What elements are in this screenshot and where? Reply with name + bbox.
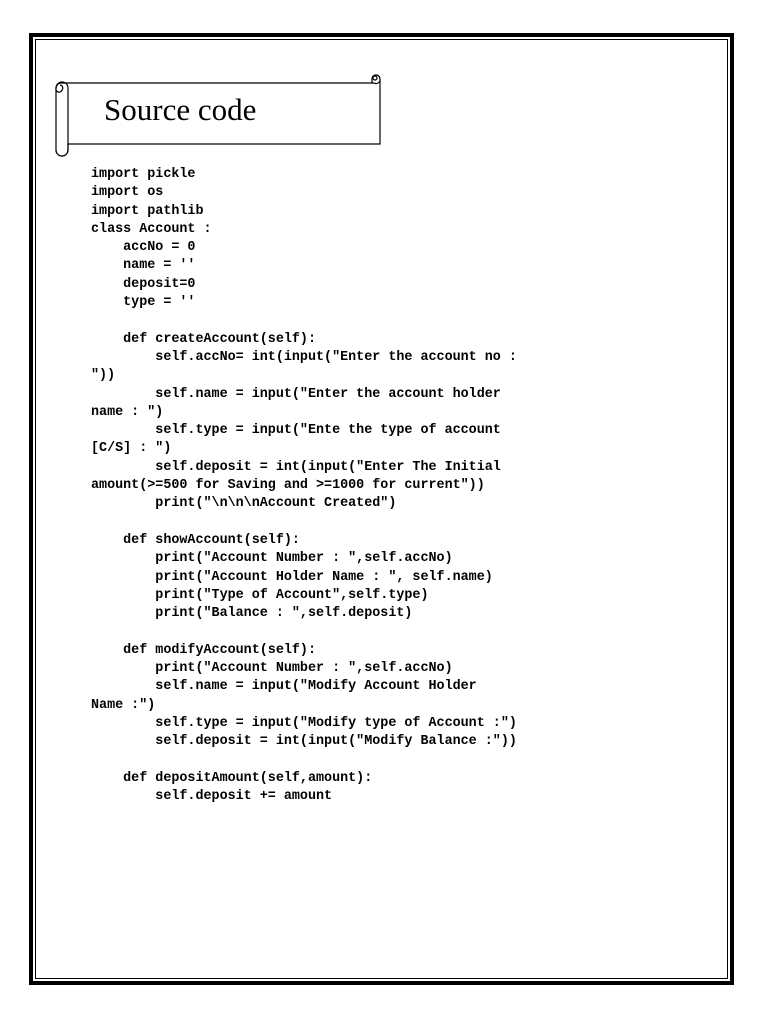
code-line [91, 752, 711, 770]
code-line: class Account : [91, 221, 212, 237]
code-line [91, 623, 711, 641]
code-line: self.accNo= int(input("Enter the account no : [91, 349, 525, 365]
code-line: self.deposit = int(input("Modify Balance :")) [91, 734, 517, 750]
code-line: self.type = input("Ente the type of account [91, 423, 509, 439]
code-line: self.deposit += amount [91, 789, 333, 805]
code-line: ")) [91, 368, 116, 384]
slide-title: Source code [104, 92, 257, 127]
code-line: self.name = input("Enter the account holder [91, 386, 509, 402]
code-line: print("Type of Account",self.type) [91, 587, 429, 603]
code-line: print("Balance : ",self.deposit) [91, 606, 413, 622]
code-line: print("\n\n\nAccount Created") [91, 496, 397, 512]
code-line: Name :") [91, 697, 156, 713]
code-line: def showAccount(self): [91, 532, 300, 548]
code-line: self.type = input("Modify type of Account :") [91, 715, 517, 731]
code-line: amount(>=500 for Saving and >=1000 for current")) [91, 478, 485, 494]
code-line: deposit=0 [91, 276, 196, 292]
code-line: name = '' [91, 258, 196, 274]
code-line: self.name = input("Modify Account Holder [91, 679, 485, 695]
code-line [91, 514, 711, 532]
code-line: accNo = 0 [91, 240, 196, 256]
code-line [91, 312, 711, 330]
code-line: print("Account Number : ",self.accNo) [91, 661, 453, 677]
code-line: import pathlib [91, 203, 204, 219]
code-line: def modifyAccount(self): [91, 642, 316, 658]
code-line: import pickle [91, 167, 196, 182]
code-line: type = '' [91, 295, 196, 311]
code-line: import os [91, 185, 164, 201]
code-line: self.deposit = int(input("Enter The Initial [91, 459, 509, 475]
code-line: print("Account Holder Name : ", self.name) [91, 569, 493, 585]
source-code-block [91, 166, 711, 806]
code-line: name : ") [91, 404, 164, 420]
code-line: def depositAmount(self,amount): [91, 770, 373, 786]
code-line: print("Account Number : ",self.accNo) [91, 551, 453, 567]
title-scroll-banner [50, 70, 385, 165]
code-line: def createAccount(self): [91, 331, 316, 347]
code-line: [C/S] : ") [91, 441, 172, 457]
